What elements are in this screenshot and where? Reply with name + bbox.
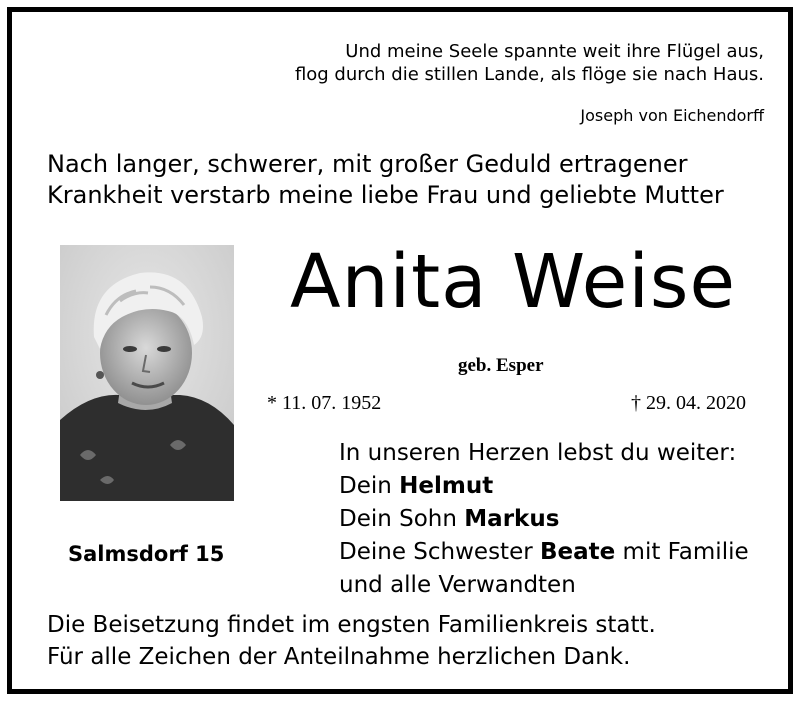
mourner-name: Markus	[464, 506, 560, 532]
poem-quote	[295, 40, 764, 86]
quote-author: Joseph von Eichendorff	[580, 106, 764, 125]
maiden-name: geb. Esper	[458, 355, 544, 376]
obituary-frame	[7, 7, 793, 694]
mourner-name: Beate	[540, 539, 616, 565]
mourner-line: Dein Sohn Markus	[339, 506, 560, 532]
quote-line-2: flog durch die stillen Lande, als flöge sie nach Haus.	[294, 64, 764, 85]
intro-text	[47, 149, 724, 211]
deceased-name: Anita Weise	[290, 239, 736, 325]
mourner-line: Deine Schwester Beate mit Familie	[339, 539, 749, 565]
closing-line-2: Für alle Zeichen der Anteilnahme herzlichen Dank.	[47, 644, 631, 670]
closing-text	[47, 609, 656, 673]
death-date: † 29. 04. 2020	[631, 392, 746, 414]
intro-line-1: Nach langer, schwerer, mit großer Geduld ertragener	[47, 150, 688, 178]
mourners-heading: In unseren Herzen lebst du weiter:	[339, 440, 737, 466]
mourner-line: und alle Verwandten	[339, 572, 576, 598]
portrait-photo	[60, 245, 234, 501]
mourners-list	[339, 437, 749, 602]
closing-line-1: Die Beisetzung findet im engsten Familienkreis statt.	[47, 612, 656, 638]
quote-line-1: Und meine Seele spannte weit ihre Flügel aus,	[345, 41, 764, 62]
mourner-name: Helmut	[399, 473, 494, 499]
intro-line-2: Krankheit verstarb meine liebe Frau und geliebte Mutter	[47, 181, 724, 209]
birth-date: * 11. 07. 1952	[267, 392, 382, 414]
mourner-line: Dein Helmut	[339, 473, 494, 499]
address: Salmsdorf 15	[68, 542, 225, 566]
